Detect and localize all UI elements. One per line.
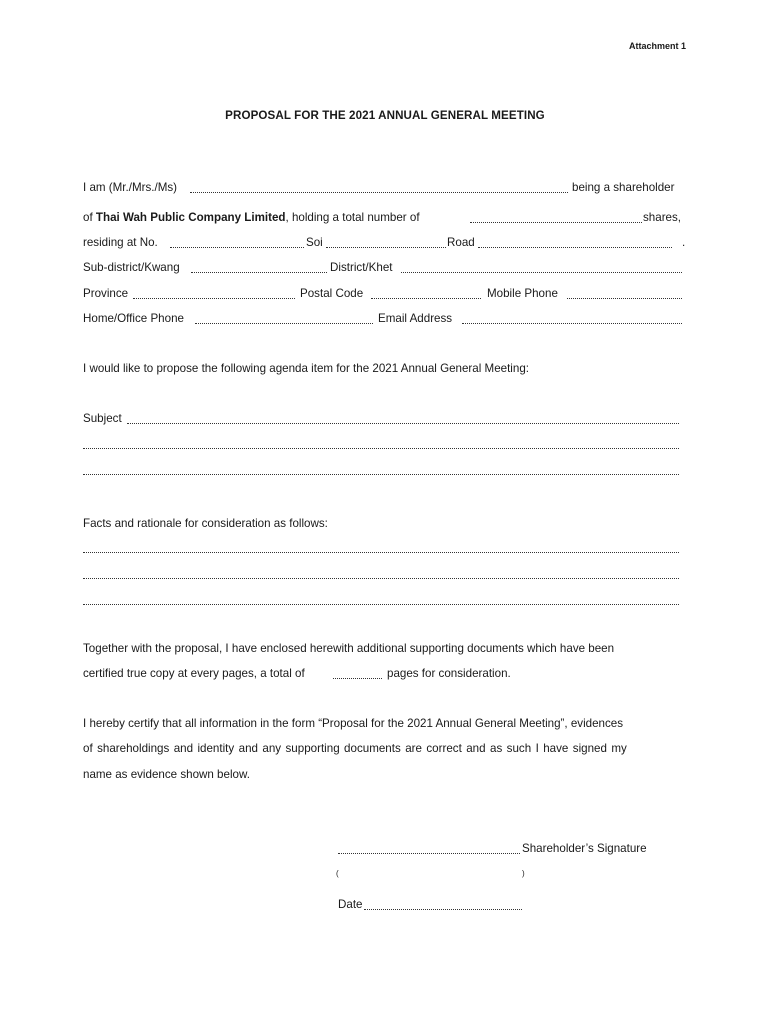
house-number-field[interactable] <box>170 247 304 248</box>
subject-field-line-3[interactable] <box>83 474 679 475</box>
pages-count-field[interactable] <box>333 678 382 679</box>
holding-label: , holding a total number of <box>285 211 420 224</box>
province-field[interactable] <box>133 298 295 299</box>
postal-code-field[interactable] <box>371 298 481 299</box>
enclosure-text-line-2a: certified true copy at every pages, a total of <box>83 667 305 680</box>
road-end-period: . <box>682 236 686 249</box>
subdistrict-label: Sub-district/Kwang <box>83 261 180 274</box>
shareholder-label: being a shareholder <box>572 181 675 194</box>
subdistrict-field[interactable] <box>191 272 327 273</box>
name-paren-close: ) <box>522 869 525 878</box>
date-label: Date <box>338 898 363 911</box>
name-label: I am (Mr./Mrs./Ms) <box>83 181 178 194</box>
subject-field-line-2[interactable] <box>83 448 679 449</box>
facts-field-line-2[interactable] <box>83 578 679 579</box>
certification-line-1: I hereby certify that all information in the form “Proposal for the 2021 Annual General Meeting”, evidences <box>83 717 624 730</box>
mobile-phone-label: Mobile Phone <box>487 287 558 300</box>
home-phone-label: Home/Office Phone <box>83 312 184 325</box>
page-title: PROPOSAL FOR THE 2021 ANNUAL GENERAL MEETING <box>225 109 545 122</box>
shares-label: shares, <box>643 211 682 224</box>
mobile-phone-field[interactable] <box>567 298 682 299</box>
company-name: Thai Wah Public Company Limited <box>95 211 286 224</box>
proposal-intro: I would like to propose the following agenda item for the 2021 Annual General Meeting: <box>83 362 530 375</box>
district-field[interactable] <box>401 272 682 273</box>
enclosure-text-line-2b: pages for consideration. <box>387 667 511 680</box>
attachment-label: Attachment 1 <box>628 41 686 51</box>
date-field[interactable] <box>364 909 522 910</box>
email-label: Email Address <box>378 312 453 325</box>
certification-line-2: of shareholdings and identity and any supporting documents are correct and as such I have signed my <box>83 742 627 755</box>
road-label: Road <box>447 236 475 249</box>
of-label: of <box>83 211 93 224</box>
printed-name-field[interactable] <box>345 880 515 881</box>
signature-field[interactable] <box>338 853 520 854</box>
shares-field[interactable] <box>470 222 642 223</box>
name-paren-open: ( <box>336 869 339 878</box>
district-label: District/Khet <box>330 261 393 274</box>
residing-label: residing at No. <box>83 236 158 249</box>
email-field[interactable] <box>462 323 682 324</box>
company-line <box>83 210 420 226</box>
subject-label: Subject <box>83 412 122 425</box>
signature-label: Shareholder’s Signature <box>522 842 647 855</box>
road-field[interactable] <box>478 247 672 248</box>
subject-field-line-1[interactable] <box>127 423 679 424</box>
enclosure-text-line-1: Together with the proposal, I have enclosed herewith additional supporting documents which have been <box>83 642 615 655</box>
name-field[interactable] <box>190 192 568 193</box>
facts-field-line-3[interactable] <box>83 604 679 605</box>
soi-label: Soi <box>306 236 323 249</box>
facts-label: Facts and rationale for consideration as follows: <box>83 517 328 530</box>
certification-line-3: name as evidence shown below. <box>83 768 250 781</box>
postal-code-label: Postal Code <box>300 287 364 300</box>
facts-field-line-1[interactable] <box>83 552 679 553</box>
soi-field[interactable] <box>326 247 446 248</box>
home-phone-field[interactable] <box>195 323 373 324</box>
province-label: Province <box>83 287 129 300</box>
